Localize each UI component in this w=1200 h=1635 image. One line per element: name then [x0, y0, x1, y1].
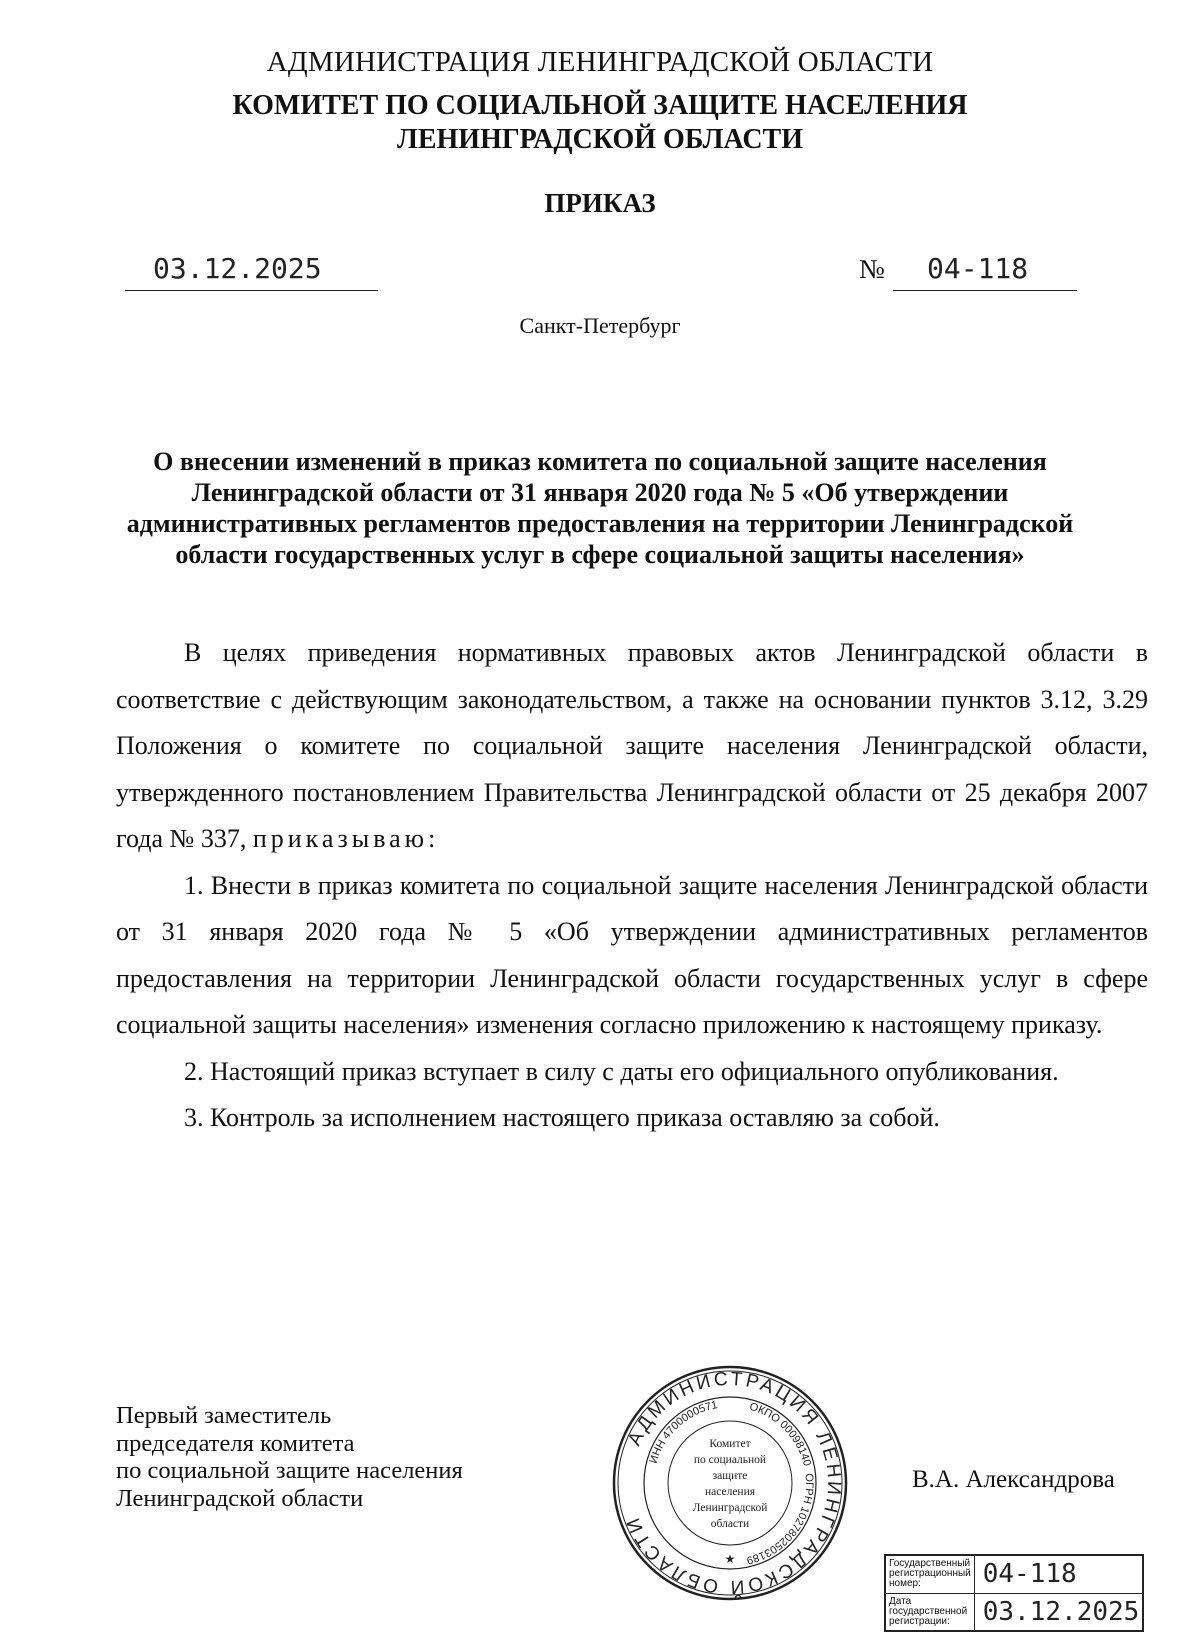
seal-outer-text: АДМИНИСТРАЦИЯ ЛЕНИНГРАДСКОЙ ОБЛАСТИ	[622, 1368, 845, 1598]
registration-box	[884, 1554, 1144, 1632]
document-heading: О внесении изменений в приказ комитета по социальной защите населения Ленинградской области от 31 января 2020 года № 5 «Об утверждении административных регламентов предоставления на территории Ленинградской области государственных услуг в сфере социальной защиты населения»	[126, 447, 1074, 569]
order-number: 04-118	[927, 252, 1029, 285]
seal-center-line2: по социальной	[693, 1454, 767, 1466]
official-seal	[610, 1363, 850, 1603]
registration-date-value: 03.12.2025	[974, 1593, 1143, 1631]
signer-position-line3: по социальной защите населения	[116, 1457, 463, 1484]
registration-number-label: Государственный регистрационный номер:	[885, 1555, 974, 1593]
committee-title	[0, 89, 1200, 157]
committee-title-line2: ЛЕНИНГРАДСКОЙ ОБЛАСТИ	[396, 124, 804, 155]
seal-star-icon: ★	[724, 1552, 736, 1566]
seal-center-line3: защите	[712, 1470, 748, 1482]
seal-okpo: ОКПО 00098140	[747, 1400, 813, 1468]
document-body	[116, 630, 1148, 1142]
document-type: ПРИКАЗ	[544, 188, 656, 218]
registration-date-label: Дата государственной регистрации:	[885, 1593, 974, 1631]
city: Санкт-Петербург	[519, 313, 681, 338]
signer-position-line2: председателя комитета	[116, 1429, 355, 1457]
committee-title-line1: КОМИТЕТ ПО СОЦИАЛЬНОЙ ЗАЩИТЕ НАСЕЛЕНИЯ	[232, 90, 968, 121]
seal-ogrn: ОГРН 1027802503189	[745, 1472, 816, 1567]
order-word: приказываю:	[252, 824, 440, 853]
item-2: 2. Настоящий приказ вступает в силу с даты его официального опубликования.	[184, 1056, 1059, 1086]
seal-center-line4: населения	[704, 1486, 756, 1498]
seal-center-line6: области	[710, 1518, 750, 1530]
administration-title: АДМИНИСТРАЦИЯ ЛЕНИНГРАДСКОЙ ОБЛАСТИ	[266, 46, 934, 78]
order-number-field	[893, 252, 1077, 291]
order-date-field	[125, 252, 378, 291]
signer-name: В.А. Александрова	[912, 1466, 1115, 1493]
seal-center-line1: Комитет	[709, 1438, 751, 1450]
item-3: 3. Контроль за исполнением настоящего приказа оставляю за собой.	[184, 1103, 940, 1132]
seal-inn: ИНН 4700000571	[647, 1399, 719, 1466]
preamble-paragraph	[116, 630, 1148, 863]
order-date: 03.12.2025	[153, 252, 322, 285]
seal-center-line5: Ленинградской	[692, 1502, 768, 1514]
signer-position-line1: Первый заместитель	[116, 1402, 332, 1429]
signer-position-line4: Ленинградской области	[116, 1484, 364, 1512]
order-number-label: №	[859, 254, 885, 284]
preamble-text: В целях приведения нормативных правовых актов Ленинградской области в соответствие с действующим законодательством, а также на основании пунктов 3.12, 3.29 Положения о комитете по социальной защите населения Ленинградской области, утвержденного постановлением Правительства Ленинградской области от 25 декабря 2007 года № 337,	[116, 638, 1148, 853]
signer-position	[116, 1402, 463, 1512]
item-1: 1. Внести в приказ комитета по социальной защите населения Ленинградской области от 31 января 2020 года № 5 «Об утверждении административных регламентов предоставления на территории Ленинградской области государственных услуг в сфере социальной защиты населения» изменения согласно приложению к настоящему приказу.	[116, 870, 1148, 1039]
registration-number-value: 04-118	[974, 1555, 1143, 1593]
